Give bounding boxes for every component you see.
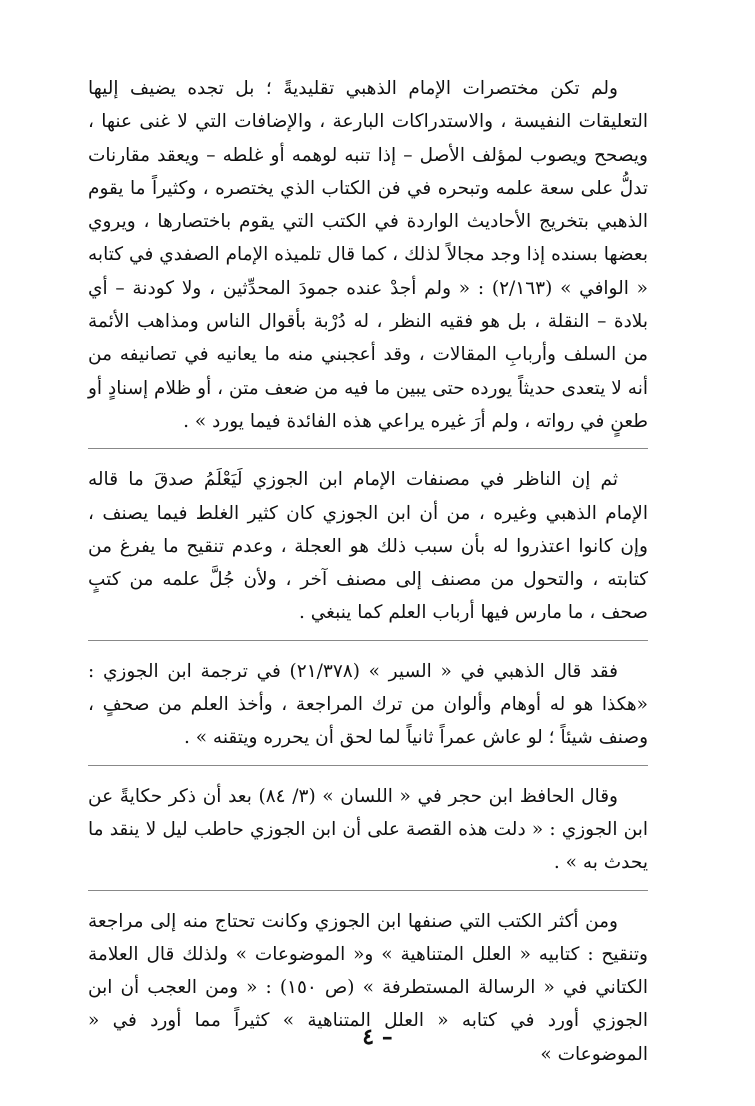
section-divider	[88, 640, 648, 641]
paragraph-ibn-aljawzi: ثم إن الناظر في مصنفات الإمام ابن الجوزي لَيَعْلَمُ صدقَ ما قاله الإمام الذهبي وغيره ، من أن ابن الجوزي كان كثير الغلط فيما يصنف ، وإن كانوا اعتذروا له بأن سبب ذلك هو العجلة ، وعدم تنقيح ما يفرغ من كتابته ، والتحول من مصنف إلى مصنف آخر ، ولأن جُلَّ علمه من كتبٍ صحف ، ما مارس فيها أرباب العلم كما ينبغي .	[88, 469, 648, 624]
page-number: – ٤	[362, 1024, 393, 1050]
section-divider	[88, 765, 648, 766]
paragraph-ibn-hajar: وقال الحافظ ابن حجر في « اللسان » (٣/ ٨٤) بعد أن ذكر حكايةً عن ابن الجوزي : « دلت هذه القصة على أن ابن الجوزي حاطب ليل لا ينقد ما يحدث به » .	[88, 785, 648, 874]
body-text	[88, 72, 648, 1071]
paragraph-dhahabi-siyar: فقد قال الذهبي في « السير » (٢١/٣٧٨) في ترجمة ابن الجوزي : «هكذا هو له أوهام وألوان من ترك المراجعة ، وأخذ العلم من صحفٍ ، وصنف شيئاً ؛ لو عاش عمراً ثانياً لما لحق أن يحرره ويتقنه » .	[88, 660, 648, 749]
paragraph-mukhtasarat: ولم تكن مختصرات الإمام الذهبي تقليديةً ؛ بل تجده يضيف إليها التعليقات النفيسة ، والاستدراكات البارعة ، والإضافات التي لا غنى عنها ، ويصحح ويصوب لمؤلف الأصل – إذا تنبه لوهمه أو غلطه – ويعقد مقارنات تدلُّ على سعة علمه وتبحره في فن الكتاب الذي يختصره ، وكثيراً ما يقوم الذهبي بتخريج الأحاديث الواردة في الكتب التي يقوم باختصارها ، ويروي بعضها بسنده إذا وجد مجالاً لذلك ، كما قال تلميذه الإمام الصفدي في كتابه « الوافي » (٢/١٦٣) : « ولم أجدْ عنده جمودَ المحدِّثين ، ولا كودنة – أي بلادة – النقلة ، بل هو فقيه النظر ، له دُرْبة بأقوال الناس ومذاهب الأئمة من السلف وأربابِ المقالات ، وقد أعجبني منه ما يعانيه في تصانيفه من أنه لا يتعدى حديثاً يورده حتى يبين ما فيه من ضعف متن ، أو ظلام إسنادٍ أو طعنٍ في رواته ، ولم أرَ غيره يراعي هذه الفائدة فيما يورد » .	[88, 78, 648, 432]
paragraph-kattani: ومن أكثر الكتب التي صنفها ابن الجوزي وكانت تحتاج منه إلى مراجعة وتنقيح : كتابيه « العلل المتناهية » و« الموضوعات » ولذلك قال العلامة الكتاني في « الرسالة المستطرفة » (ص ١٥٠) : « ومن العجب أن ابن الجوزي أورد في كتابه « العلل المتناهية » كثيراً مما أورد في « الموضوعات »	[88, 910, 649, 1065]
section-divider	[88, 890, 648, 891]
section-divider	[88, 448, 648, 449]
